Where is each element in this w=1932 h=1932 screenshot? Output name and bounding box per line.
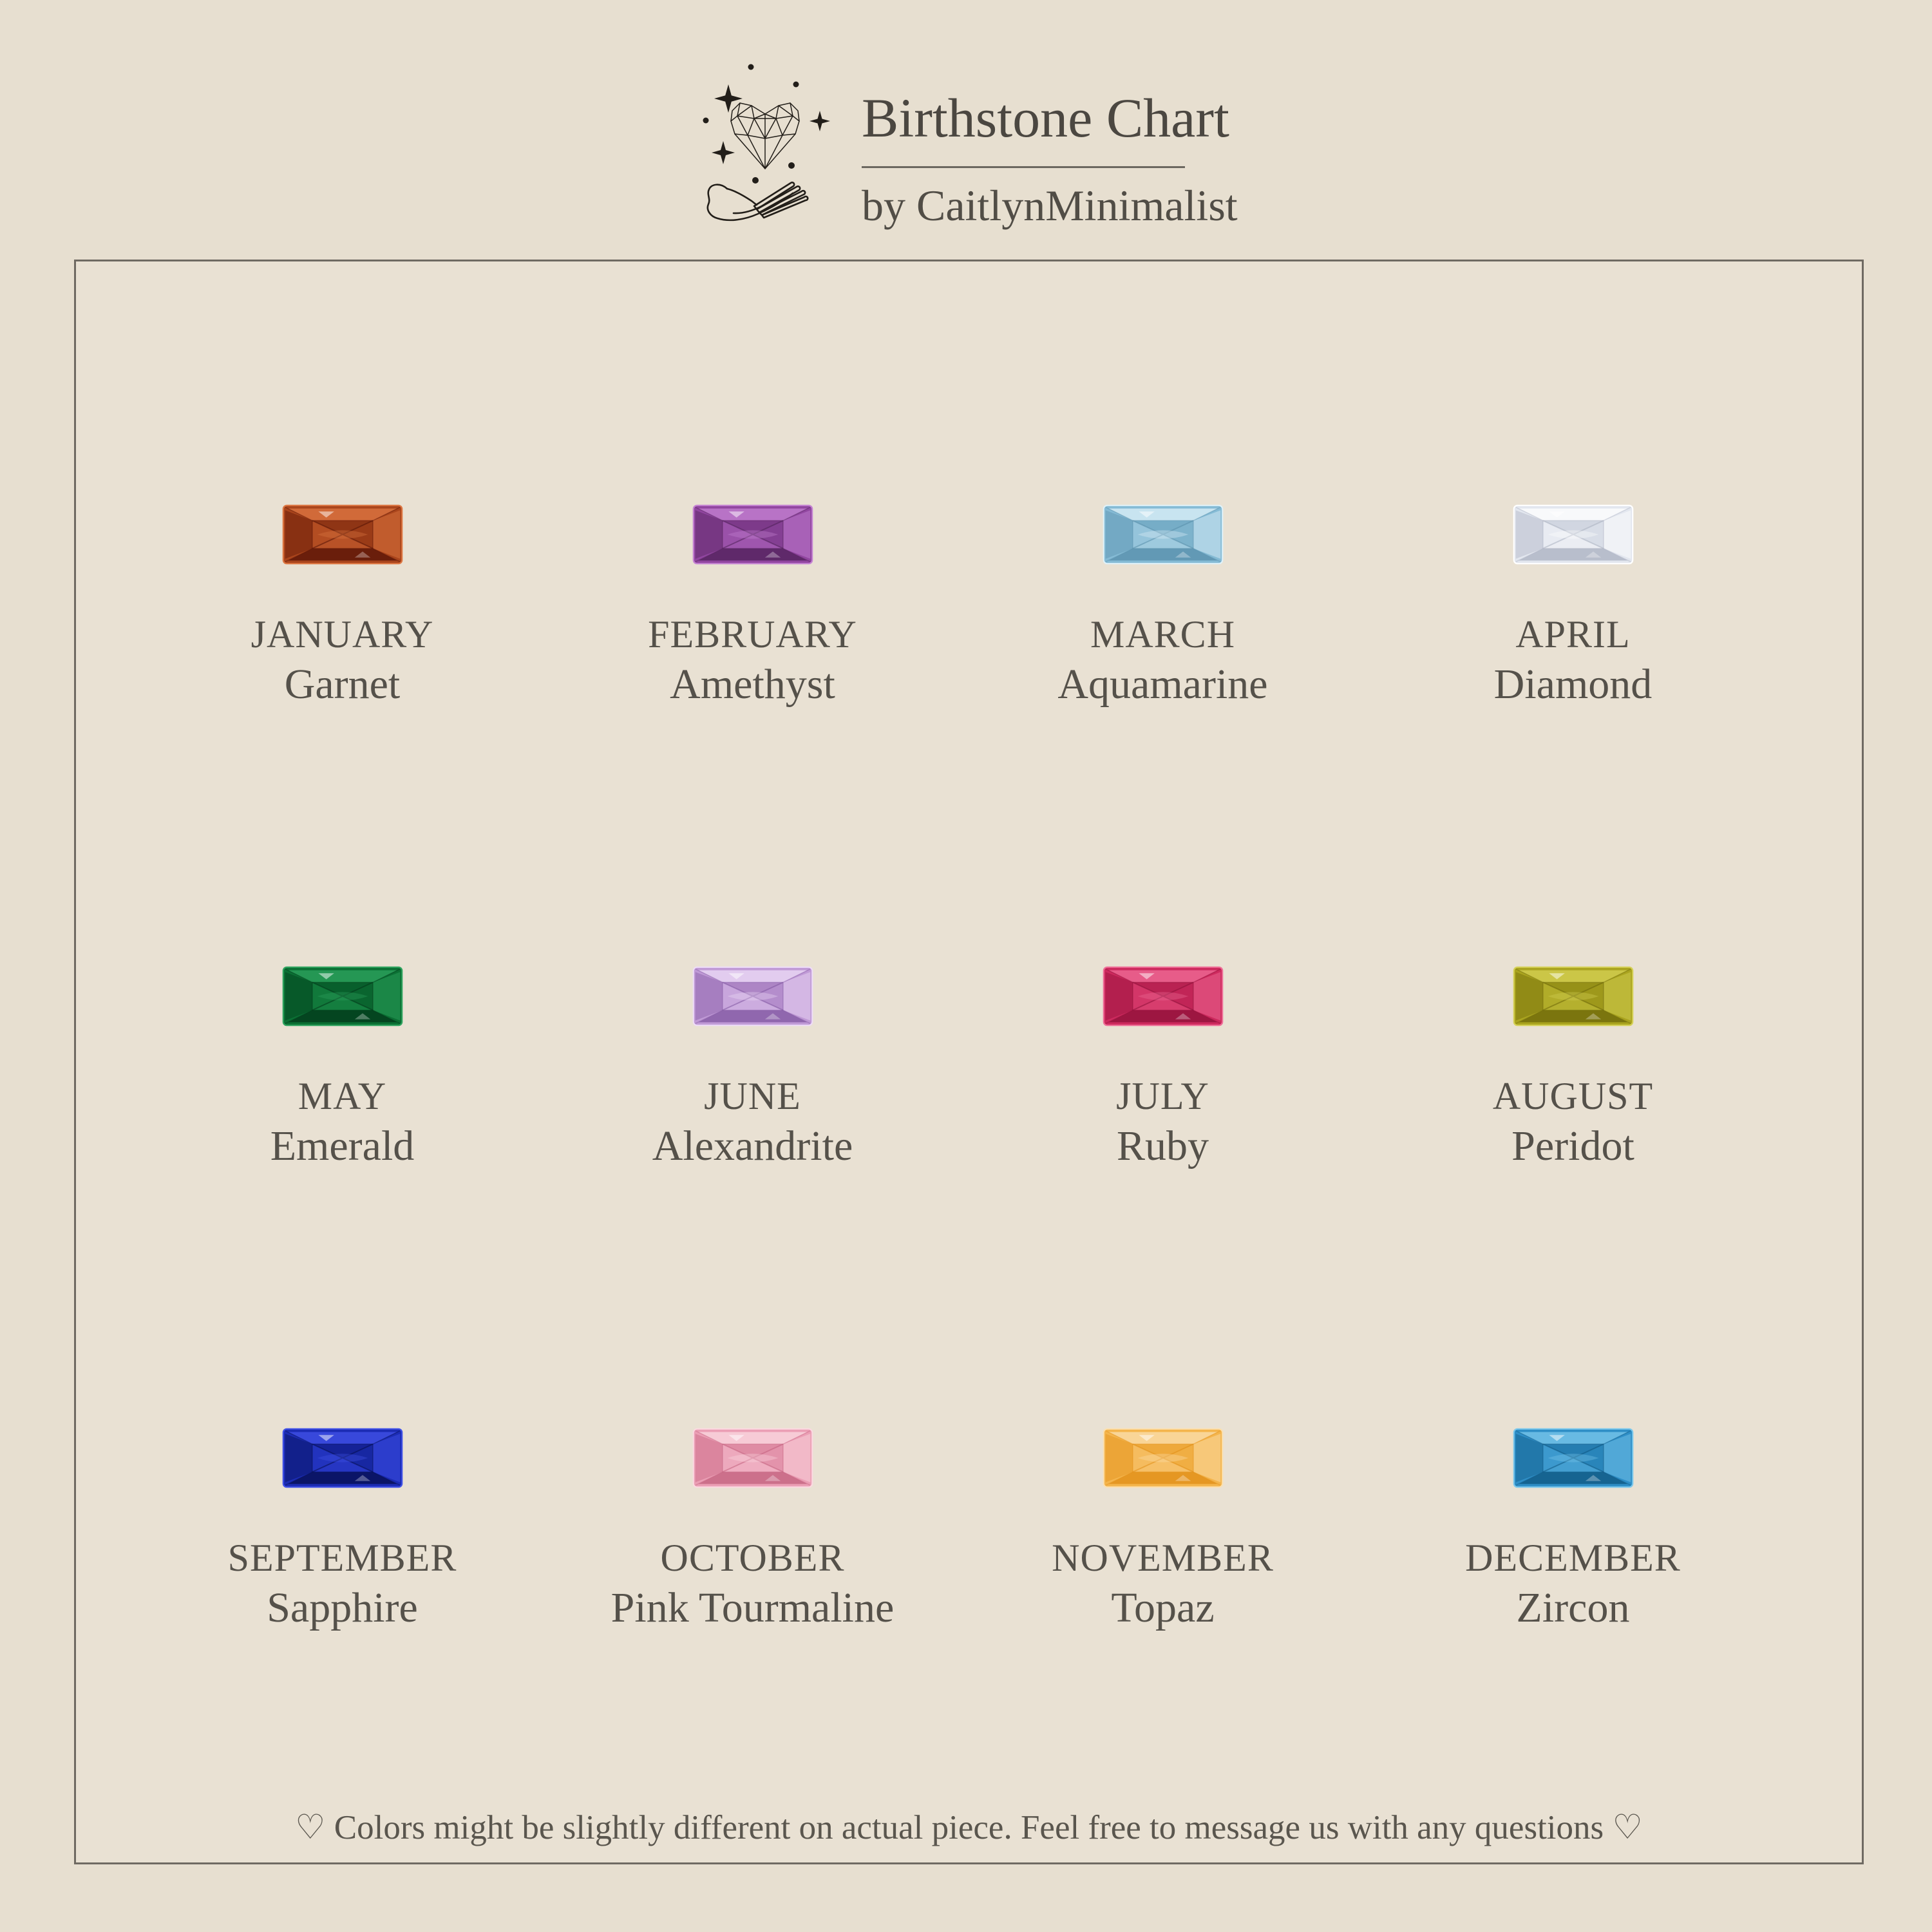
- month-label: SEPTEMBER: [227, 1537, 457, 1579]
- stone-label: Peridot: [1511, 1122, 1634, 1170]
- topaz-gem-icon: [1103, 1428, 1224, 1488]
- cell-january: [137, 504, 547, 966]
- cell-march: [958, 504, 1368, 966]
- month-label: OCTOBER: [660, 1537, 845, 1579]
- month-label: NOVEMBER: [1052, 1537, 1274, 1579]
- alexandrite-gem-icon: [692, 966, 813, 1027]
- cell-april: [1368, 504, 1778, 966]
- month-label: JUNE: [704, 1075, 801, 1117]
- birthstone-grid: [76, 261, 1862, 1889]
- diamond-gem-icon: [1513, 504, 1634, 565]
- stone-label: Pink Tourmaline: [611, 1584, 895, 1631]
- hand-icon: [708, 182, 808, 220]
- title-divider: [862, 166, 1185, 168]
- peridot-gem-icon: [1513, 966, 1634, 1027]
- ruby-gem-icon: [1103, 966, 1224, 1027]
- stone-label: Emerald: [270, 1122, 415, 1170]
- month-label: JULY: [1116, 1075, 1209, 1117]
- month-label: DECEMBER: [1465, 1537, 1681, 1579]
- cell-february: [547, 504, 958, 966]
- amethyst-gem-icon: [692, 504, 813, 565]
- stone-label: Sapphire: [267, 1584, 418, 1631]
- sapphire-gem-icon: [282, 1428, 403, 1488]
- byline: by CaitlynMinimalist: [862, 181, 1238, 230]
- garnet-gem-icon: [282, 504, 403, 565]
- stone-label: Topaz: [1111, 1584, 1215, 1631]
- chart-panel: [74, 260, 1864, 1864]
- aquamarine-gem-icon: [1103, 504, 1224, 565]
- month-label: APRIL: [1515, 613, 1631, 656]
- header-text-block: [862, 76, 1238, 235]
- footer-note: ♡ Colors might be slightly different on actual piece. Feel free to message us with any questions ♡: [295, 1809, 1643, 1846]
- stone-label: Ruby: [1116, 1122, 1209, 1170]
- month-label: AUGUST: [1492, 1075, 1654, 1117]
- month-label: FEBRUARY: [648, 613, 857, 656]
- page-title: Birthstone Chart: [862, 87, 1229, 149]
- cell-june: [547, 966, 958, 1428]
- emerald-gem-icon: [282, 966, 403, 1027]
- month-label: MARCH: [1090, 613, 1236, 656]
- stone-label: Zircon: [1516, 1584, 1630, 1631]
- pink-tourmaline-gem-icon: [692, 1428, 813, 1488]
- heart-gem-in-hand-logo-icon: [697, 52, 834, 224]
- cell-may: [137, 966, 547, 1428]
- month-label: JANUARY: [251, 613, 434, 656]
- cell-august: [1368, 966, 1778, 1428]
- month-label: MAY: [298, 1075, 387, 1117]
- zircon-gem-icon: [1513, 1428, 1634, 1488]
- stone-label: Amethyst: [670, 661, 835, 708]
- cell-july: [958, 966, 1368, 1428]
- stone-label: Diamond: [1493, 661, 1653, 708]
- stone-label: Alexandrite: [652, 1122, 853, 1170]
- stone-label: Aquamarine: [1057, 661, 1268, 708]
- stone-label: Garnet: [284, 661, 401, 708]
